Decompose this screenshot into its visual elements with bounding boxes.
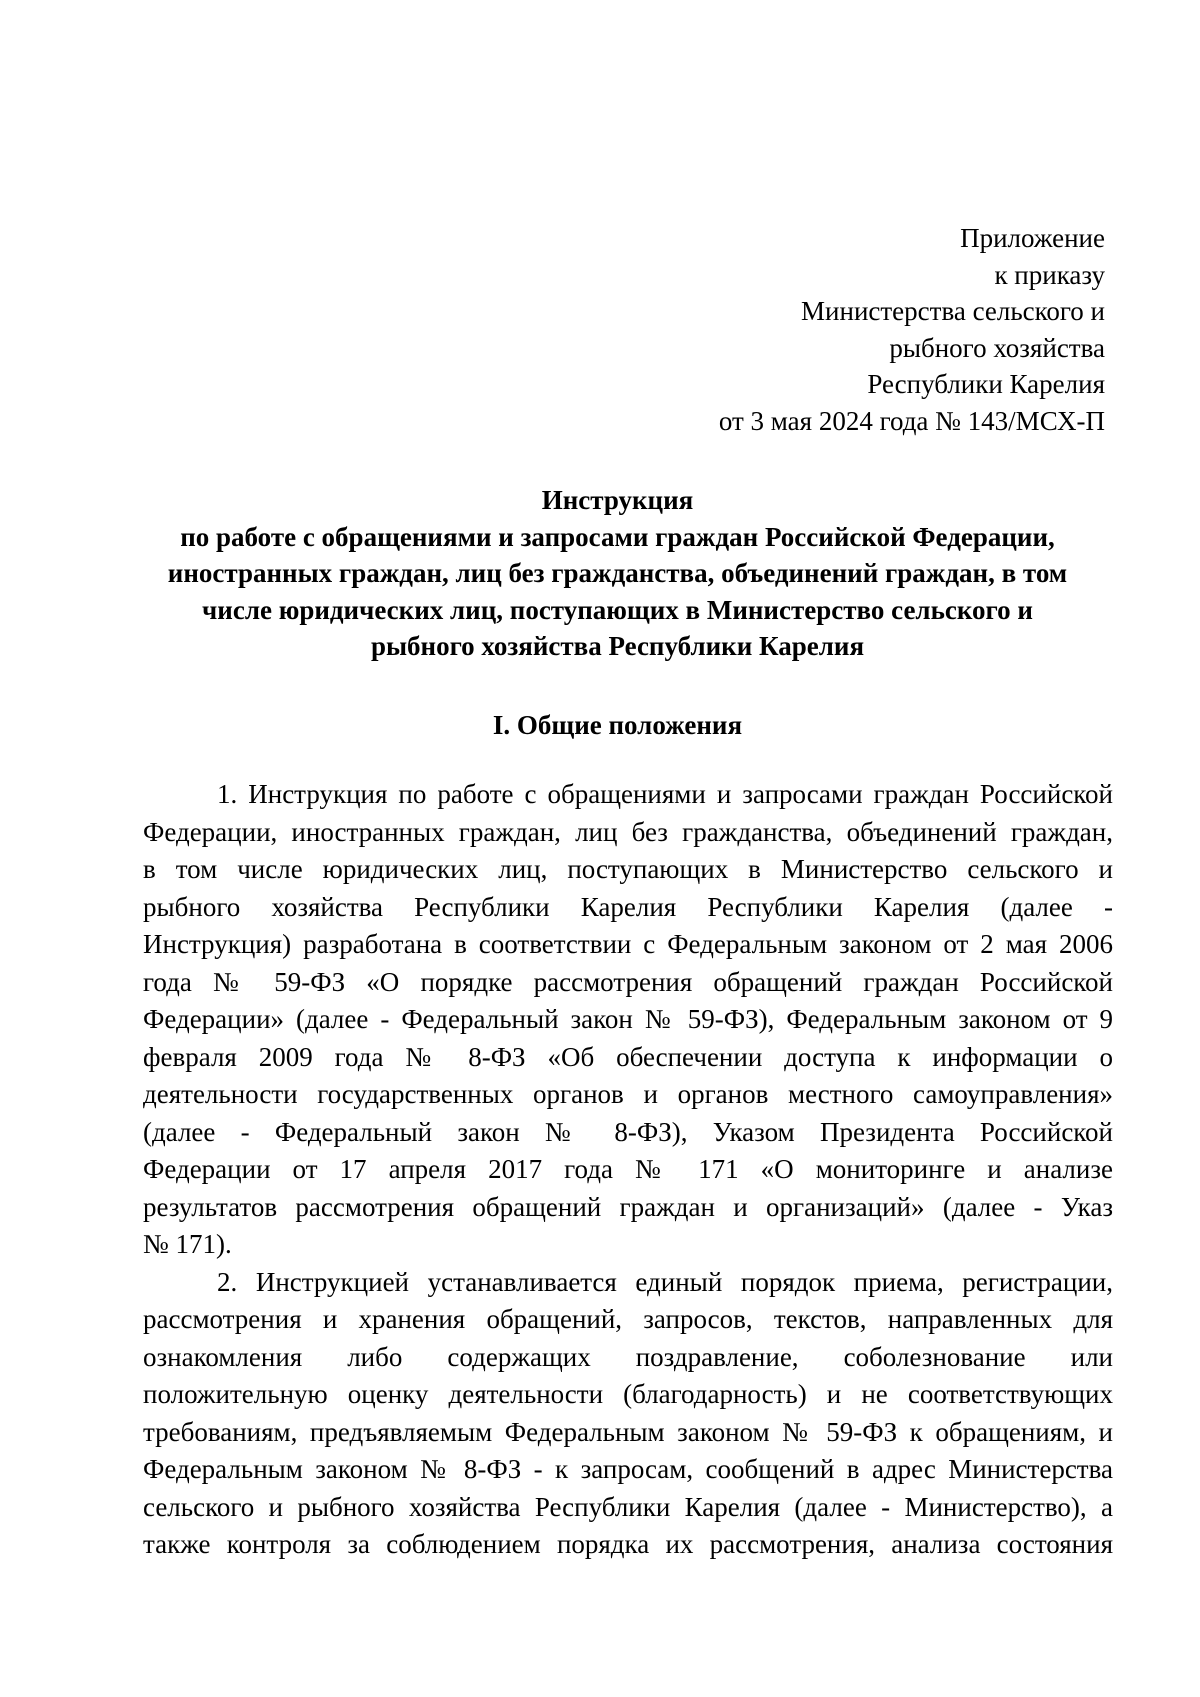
paragraph-line: № 171). [143,1229,232,1259]
paragraph-line: в том числе юридических лиц, поступающих в Министерство сельского и [143,854,1113,884]
paragraph-line: сельского и рыбного хозяйства Республики Карелия (далее - Министерство), а [143,1491,1113,1522]
body-text [143,776,1113,1564]
paragraph-line: февраля 2009 года № 8-ФЗ «Об обеспечении доступа к информации о [143,1041,1113,1072]
paragraph-line: 2. Инструкцией устанавливается единый порядок приема, регистрации, [217,1266,1113,1297]
paragraph-line: Инструкция) разработана в соответствии с Федеральным законом от 2 мая 2006 [143,929,1113,959]
title-line: иностранных граждан, лиц без гражданства, объединений граждан, в том [167,558,1068,588]
appendix-line: Республики Карелия [867,369,1105,399]
appendix-header [505,220,1105,439]
paragraph-line: (далее - Федеральный закон № 8-ФЗ), Указом Президента Российской [143,1116,1113,1147]
paragraph-line: Федерации» (далее - Федеральный закон № 59-ФЗ), Федеральным законом от 9 [143,1004,1113,1034]
appendix-line: рыбного хозяйства [889,332,1105,363]
paragraph-line: результатов рассмотрения обращений граждан и организаций» (далее - Указ [143,1191,1113,1222]
section-heading: I. Общие положения [492,710,743,740]
paragraph-line: требованиям, предъявляемым Федеральным законом № 59-ФЗ к обращениям, и [143,1416,1113,1447]
title-line: рыбного хозяйства Республики Карелия [370,631,865,661]
paragraph-line: деятельности государственных органов и органов местного самоуправления» [143,1079,1113,1109]
paragraph-line: Федерации, иностранных граждан, лиц без гражданства, объединений граждан, [143,816,1113,847]
paragraph-line: ознакомления либо содержащих поздравление, соболезнование или [143,1341,1113,1372]
paragraph-line: Федерации от 17 апреля 2017 года № 171 «О мониторинге и анализе [143,1154,1113,1184]
paragraph-2 [143,1264,1113,1564]
paragraph-line: 1. Инструкция по работе с обращениями и запросами граждан Российской [217,779,1113,809]
title-line: по работе с обращениями и запросами граждан Российской Федерации, [180,521,1055,552]
appendix-line: от 3 мая 2024 года № 143/МСХ-П [718,405,1105,436]
paragraph-line: года № 59-ФЗ «О порядке рассмотрения обращений граждан Российской [143,966,1113,997]
document-title [130,482,1105,665]
appendix-line: Приложение [960,223,1105,253]
paragraph-line: рассмотрения и хранения обращений, запросов, текстов, направленных для [143,1304,1113,1334]
appendix-line: к приказу [994,259,1105,290]
paragraph-line: рыбного хозяйства Республики Карелия Республики Карелия (далее - [143,891,1113,922]
paragraph-line: также контроля за соблюдением порядка их рассмотрения, анализа состояния [143,1529,1113,1559]
appendix-line: Министерства сельского и [801,296,1105,326]
title-line: Инструкция [541,485,694,515]
paragraph-line: положительную оценку деятельности (благодарность) и не соответствующих [143,1379,1113,1409]
paragraph-line: Федеральным законом № 8-ФЗ - к запросам, сообщений в адрес Министерства [143,1454,1113,1484]
paragraph-1 [143,776,1113,1264]
title-line: числе юридических лиц, поступающих в Министерство сельского и [202,594,1033,625]
